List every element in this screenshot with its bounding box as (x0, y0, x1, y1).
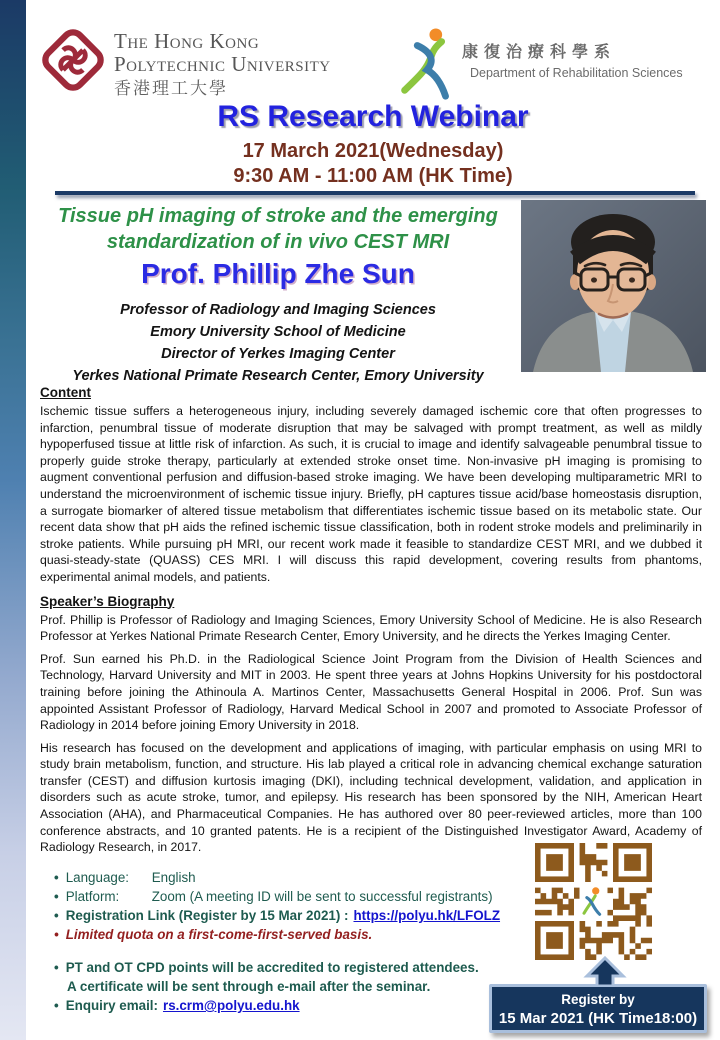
gradient-side-bar (0, 0, 26, 1040)
detail-row-quota (54, 925, 524, 944)
platform-value: Zoom (A meeting ID will be sent to successful registrants) (151, 889, 493, 904)
platform-label: • Platform: (65, 889, 120, 904)
language-label: • Language: (65, 870, 130, 885)
biography-paragraph-3: His research has focused on the development and applications of imaging, with particular emphasis on using MRI to study brain metabolism, function, and structure. His lab played a critical role in advancing chemical exchange saturation transfer (CEST) and diffusion kurtosis imaging (DKI), including technical development, validation, and application in disorders such as acute stroke, tumor, and epilepsy. His research has been sponsored by the NIH, American Heart Association (AHA), and Pharmaceutical Companies. He has authored over 80 peer-reviewed articles, more than 100 conference abstracts, and 10 granted patents. He is a recipient of the Distinguished Investigator Award, Academy of Radiology Research, in 2017. (40, 740, 702, 855)
detail-row-enquiry (54, 996, 524, 1015)
credential-line: Yerkes National Primate Research Center, Emory University (72, 368, 484, 384)
cpd-line1: • PT and OT CPD points will be accredited to registered attendees. (65, 960, 479, 975)
document-body (40, 385, 702, 862)
biography-paragraph-1: Prof. Phillip is Professor of Radiology and Imaging Sciences, Emory University School of Medicine. He is also Research Professor at Yerkes National Primate Research Center, Emory University, and he directs the Yerkes Imaging Center. (40, 612, 702, 644)
qr-center-logo-icon (580, 885, 608, 917)
polyu-logo-icon (38, 22, 108, 98)
detail-row-registration (54, 906, 524, 925)
polyu-name-line2: Polytechnic University (114, 52, 331, 76)
talk-title-line2: standardization of in vivo CEST MRI (106, 231, 450, 253)
credential-line: Emory University School of Medicine (150, 324, 406, 340)
webinar-title: RS Research Webinar (217, 100, 529, 133)
webinar-time: 9:30 AM - 11:00 AM (HK Time) (233, 165, 513, 187)
event-details (54, 868, 524, 1015)
dept-logo-icon (398, 26, 458, 104)
content-paragraph: Ischemic tissue suffers a heterogeneous injury, including severely damaged ischemic core that often progresses to infarction, penumbral tissue of moderate disruption that may be salvaged with prompt treatment, as well as mildly hypoperfused tissue at little risk of infarction. As such, it is crucial to image and identify salvageable penumbral tissue to properly guide stroke therapy, particularly at extended stroke onset time. Non-invasive pH imaging is promising to augment conventional perfusion and diffusion-based stroke imaging. We have been developing multiparametric MRI to understand the microenvironment of ischemic tissue injury. Briefly, pH captures tissue acid/base homeostasis disruption, a surrogate biomarker of altered tissue metabolism that differentiates ischemic tissue based on its metabolic state. Our recent data show that pH aids the refined ischemic tissue classification, both in rodent stroke models and preliminarily in stroke patients. While pursuing pH MRI, our recent work made it feasible to standardize CEST MRI, and we dubbed it quasi-steady-state (QUASS) CES MRI. I will discuss this rapid development, covering results from phantoms, experimental animal models, and patients. (40, 404, 702, 584)
detail-row-language (54, 868, 524, 887)
registration-link[interactable]: https://polyu.hk/LFOLZ (353, 908, 501, 923)
enquiry-email-link[interactable]: rs.crm@polyu.edu.hk (162, 998, 300, 1013)
content-heading: Content (40, 385, 91, 400)
speaker-credentials (16, 299, 540, 387)
register-badge-line1: Register by (561, 992, 635, 1007)
polyu-name (114, 30, 331, 101)
register-badge-line2: 15 Mar 2021 (HK Time18:00) (498, 1010, 698, 1027)
detail-row-cpd (54, 958, 524, 977)
talk-title-line1: Tissue pH imaging of stroke and the emerging (58, 205, 498, 227)
enquiry-label: • Enquiry email: (65, 998, 158, 1013)
cpd-line2: A certificate will be sent through e-mail after the seminar. (67, 979, 431, 994)
language-value: English (151, 870, 196, 885)
biography-heading: Speaker’s Biography (40, 593, 175, 609)
credential-line: Director of Yerkes Imaging Center (161, 346, 395, 362)
biography-paragraph-2: Prof. Sun earned his Ph.D. in the Radiological Science Joint Program from the Division of Health Sciences and Technology, Harvard University and MIT in 2003. He spent three years at Johns Hopkins University for his postdoctoral training before joining the Athinoula A. Martinos Center, Massachusetts General Hospital in 2006. Prof. Sun was appointed Assistant Professor of Radiology, Harvard Medical School in 2007 and promoted to Associate Professor of Radiology in 2014 before joining Emory University in 2018. (40, 651, 702, 733)
polyu-name-line1: The Hong Kong (114, 29, 260, 53)
registration-label: • Registration Link (Register by 15 Mar 2021) : (65, 908, 349, 923)
dept-name-english: Department of Rehabilitation Sciences (470, 66, 683, 80)
register-badge (489, 984, 707, 1033)
dept-name (462, 42, 683, 82)
credential-line: Professor of Radiology and Imaging Sciences (120, 302, 436, 318)
speaker-photo (521, 200, 706, 372)
detail-row-platform (54, 887, 524, 906)
detail-row-certificate (54, 977, 524, 996)
arrow-up-icon (582, 956, 628, 987)
webinar-date: 17 March 2021(Wednesday) (242, 140, 504, 162)
talk-title (36, 203, 520, 255)
speaker-name: Prof. Phillip Zhe Sun (141, 258, 415, 289)
quota-note: • Limited quota on a first-come-first-served basis. (65, 927, 373, 942)
dept-name-chinese: 康復治療科學系 (462, 44, 617, 61)
divider-rule (55, 191, 695, 195)
polyu-name-chinese: 香港理工大學 (114, 79, 228, 98)
qr-code (535, 843, 652, 960)
